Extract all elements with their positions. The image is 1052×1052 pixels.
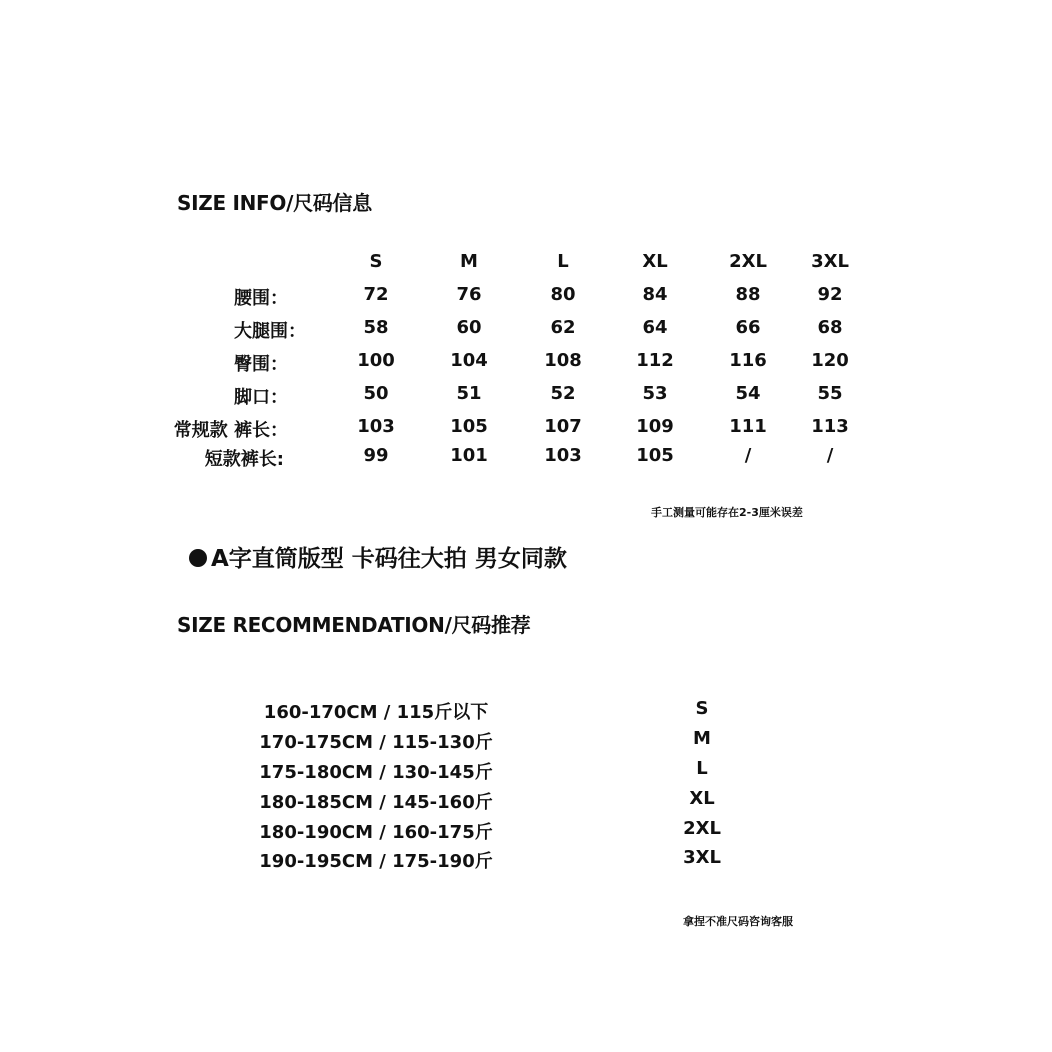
table-cell: 64 xyxy=(642,317,668,338)
table-cell: 72 xyxy=(363,284,389,305)
table-cell: 62 xyxy=(550,317,576,338)
table-cell: 51 xyxy=(456,383,482,404)
table-cell: 109 xyxy=(636,416,674,437)
size-header-l: L xyxy=(557,251,569,272)
table-cell: 58 xyxy=(363,317,389,338)
table-cell: 68 xyxy=(817,317,843,338)
recommendation-range: 180-190CM / 160-175斤 xyxy=(259,822,493,843)
table-cell: 116 xyxy=(729,350,767,371)
table-cell: 84 xyxy=(642,284,668,305)
size-header-3xl: 3XL xyxy=(811,251,849,272)
table-cell: 105 xyxy=(450,416,488,437)
table-cell: 113 xyxy=(811,416,849,437)
recommendation-size: S xyxy=(695,698,709,719)
table-cell: 107 xyxy=(544,416,582,437)
table-cell: 120 xyxy=(811,350,849,371)
row-label-short-length: 短款裤长: xyxy=(204,449,284,470)
bullet-icon xyxy=(189,549,207,567)
size-info-title: SIZE INFO/尺码信息 xyxy=(177,191,372,215)
table-cell: 52 xyxy=(550,383,576,404)
table-cell: 92 xyxy=(817,284,843,305)
table-cell: / xyxy=(744,445,752,466)
feature-text: A字直筒版型 卡码往大拍 男女同款 xyxy=(211,546,567,572)
table-cell: 76 xyxy=(456,284,482,305)
row-label-thigh: 大腿围： xyxy=(234,321,306,342)
recommendation-size: M xyxy=(693,728,711,749)
table-cell: 108 xyxy=(544,350,582,371)
table-cell: 112 xyxy=(636,350,674,371)
table-cell: 53 xyxy=(642,383,668,404)
row-label-waist: 腰围： xyxy=(234,288,288,309)
size-header-s: S xyxy=(369,251,383,272)
recommendation-size: 2XL xyxy=(683,818,721,839)
table-cell: 101 xyxy=(450,445,488,466)
table-cell: 55 xyxy=(817,383,843,404)
table-cell: 54 xyxy=(735,383,761,404)
size-header-xl: XL xyxy=(642,251,668,272)
table-cell: 103 xyxy=(544,445,582,466)
measurement-note: 手工测量可能存在2-3厘米误差 xyxy=(651,506,803,519)
recommendation-range: 160-170CM / 115斤以下 xyxy=(263,702,489,723)
table-cell: 80 xyxy=(550,284,576,305)
recommendation-size: XL xyxy=(689,788,715,809)
recommendation-size: L xyxy=(696,758,708,779)
table-cell: 104 xyxy=(450,350,488,371)
table-cell: 111 xyxy=(729,416,767,437)
size-header-2xl: 2XL xyxy=(729,251,767,272)
recommendation-range: 175-180CM / 130-145斤 xyxy=(259,762,493,783)
row-label-hip: 臀围： xyxy=(234,354,288,375)
recommendation-size: 3XL xyxy=(683,847,721,868)
table-cell: 50 xyxy=(363,383,389,404)
table-cell: / xyxy=(826,445,834,466)
row-label-regular-length: 常规款 裤长： xyxy=(173,420,288,441)
row-label-hem: 脚口： xyxy=(234,387,288,408)
table-cell: 100 xyxy=(357,350,395,371)
customer-service-note: 拿捏不准尺码咨询客服 xyxy=(683,915,793,928)
table-cell: 99 xyxy=(363,445,389,466)
table-cell: 88 xyxy=(735,284,761,305)
recommendation-range: 190-195CM / 175-190斤 xyxy=(259,851,493,872)
table-cell: 60 xyxy=(456,317,482,338)
feature-line xyxy=(189,540,567,573)
recommendation-range: 170-175CM / 115-130斤 xyxy=(259,732,493,753)
recommendation-range: 180-185CM / 145-160斤 xyxy=(259,792,493,813)
size-recommendation-title: SIZE RECOMMENDATION/尺码推荐 xyxy=(177,613,531,637)
table-cell: 105 xyxy=(636,445,674,466)
table-cell: 66 xyxy=(735,317,761,338)
table-cell: 103 xyxy=(357,416,395,437)
size-header-m: M xyxy=(460,251,478,272)
